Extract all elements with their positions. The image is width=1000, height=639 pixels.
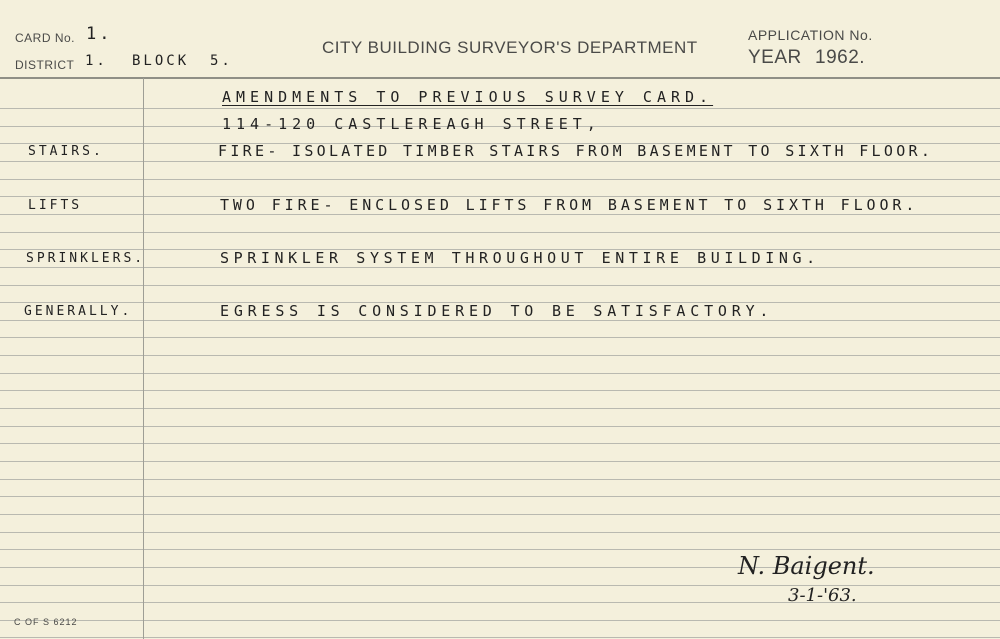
card-number-label: CARD No.	[15, 31, 76, 45]
ruled-line	[0, 532, 1000, 533]
lifts-label: LIFTS	[28, 198, 83, 213]
margin-line	[143, 78, 144, 639]
ruled-line	[0, 426, 1000, 427]
ruled-line	[0, 390, 1000, 391]
district-value: 1.	[85, 53, 108, 69]
ruled-line	[0, 285, 1000, 286]
sprinklers-text: SPRINKLER SYSTEM THROUGHOUT ENTIRE BUILDING.	[220, 249, 820, 267]
lifts-text: TWO FIRE- ENCLOSED LIFTS FROM BASEMENT TO SIXTH FLOOR.	[220, 196, 919, 214]
sprinklers-label: SPRINKLERS.	[26, 251, 146, 266]
ruled-line	[0, 620, 1000, 621]
district-label: DISTRICT	[15, 58, 75, 72]
form-code: C OF S 6212	[14, 617, 78, 627]
ruled-line	[0, 496, 1000, 497]
stairs-label: STAIRS.	[28, 144, 104, 159]
card-number-value: 1.	[86, 24, 113, 44]
ruled-line	[0, 179, 1000, 180]
stairs-text: FIRE- ISOLATED TIMBER STAIRS FROM BASEMENT TO SIXTH FLOOR.	[218, 142, 934, 160]
ruled-line	[0, 108, 1000, 109]
property-address: 114-120 CASTLEREAGH STREET,	[222, 115, 601, 133]
ruled-line	[0, 232, 1000, 233]
block-label: BLOCK	[132, 53, 190, 69]
block-value: 5.	[210, 53, 233, 69]
ruled-line	[0, 479, 1000, 480]
ruled-line	[0, 337, 1000, 338]
ruled-line	[0, 549, 1000, 550]
amendments-heading: AMENDMENTS TO PREVIOUS SURVEY CARD.	[222, 88, 714, 106]
ruled-line	[0, 320, 1000, 321]
ruled-line	[0, 373, 1000, 374]
application-number-label: APPLICATION No.	[748, 27, 873, 43]
ruled-line	[0, 214, 1000, 215]
surveyor-signature: N. Baigent.	[738, 552, 875, 580]
ruled-line	[0, 637, 1000, 638]
ruled-line	[0, 461, 1000, 462]
ruled-line	[0, 161, 1000, 162]
header-rule	[0, 77, 1000, 79]
ruled-line	[0, 443, 1000, 444]
generally-label: GENERALLY.	[24, 304, 133, 319]
year-value: 1962.	[815, 47, 866, 68]
generally-text: EGRESS IS CONSIDERED TO BE SATISFACTORY.	[220, 302, 774, 320]
ruled-line	[0, 355, 1000, 356]
year-label: YEAR	[748, 47, 802, 68]
signature-date: 3-1-'63.	[788, 585, 857, 606]
ruled-line	[0, 514, 1000, 515]
ruled-line	[0, 267, 1000, 268]
ruled-line	[0, 408, 1000, 409]
department-title: CITY BUILDING SURVEYOR'S DEPARTMENT	[322, 38, 698, 57]
